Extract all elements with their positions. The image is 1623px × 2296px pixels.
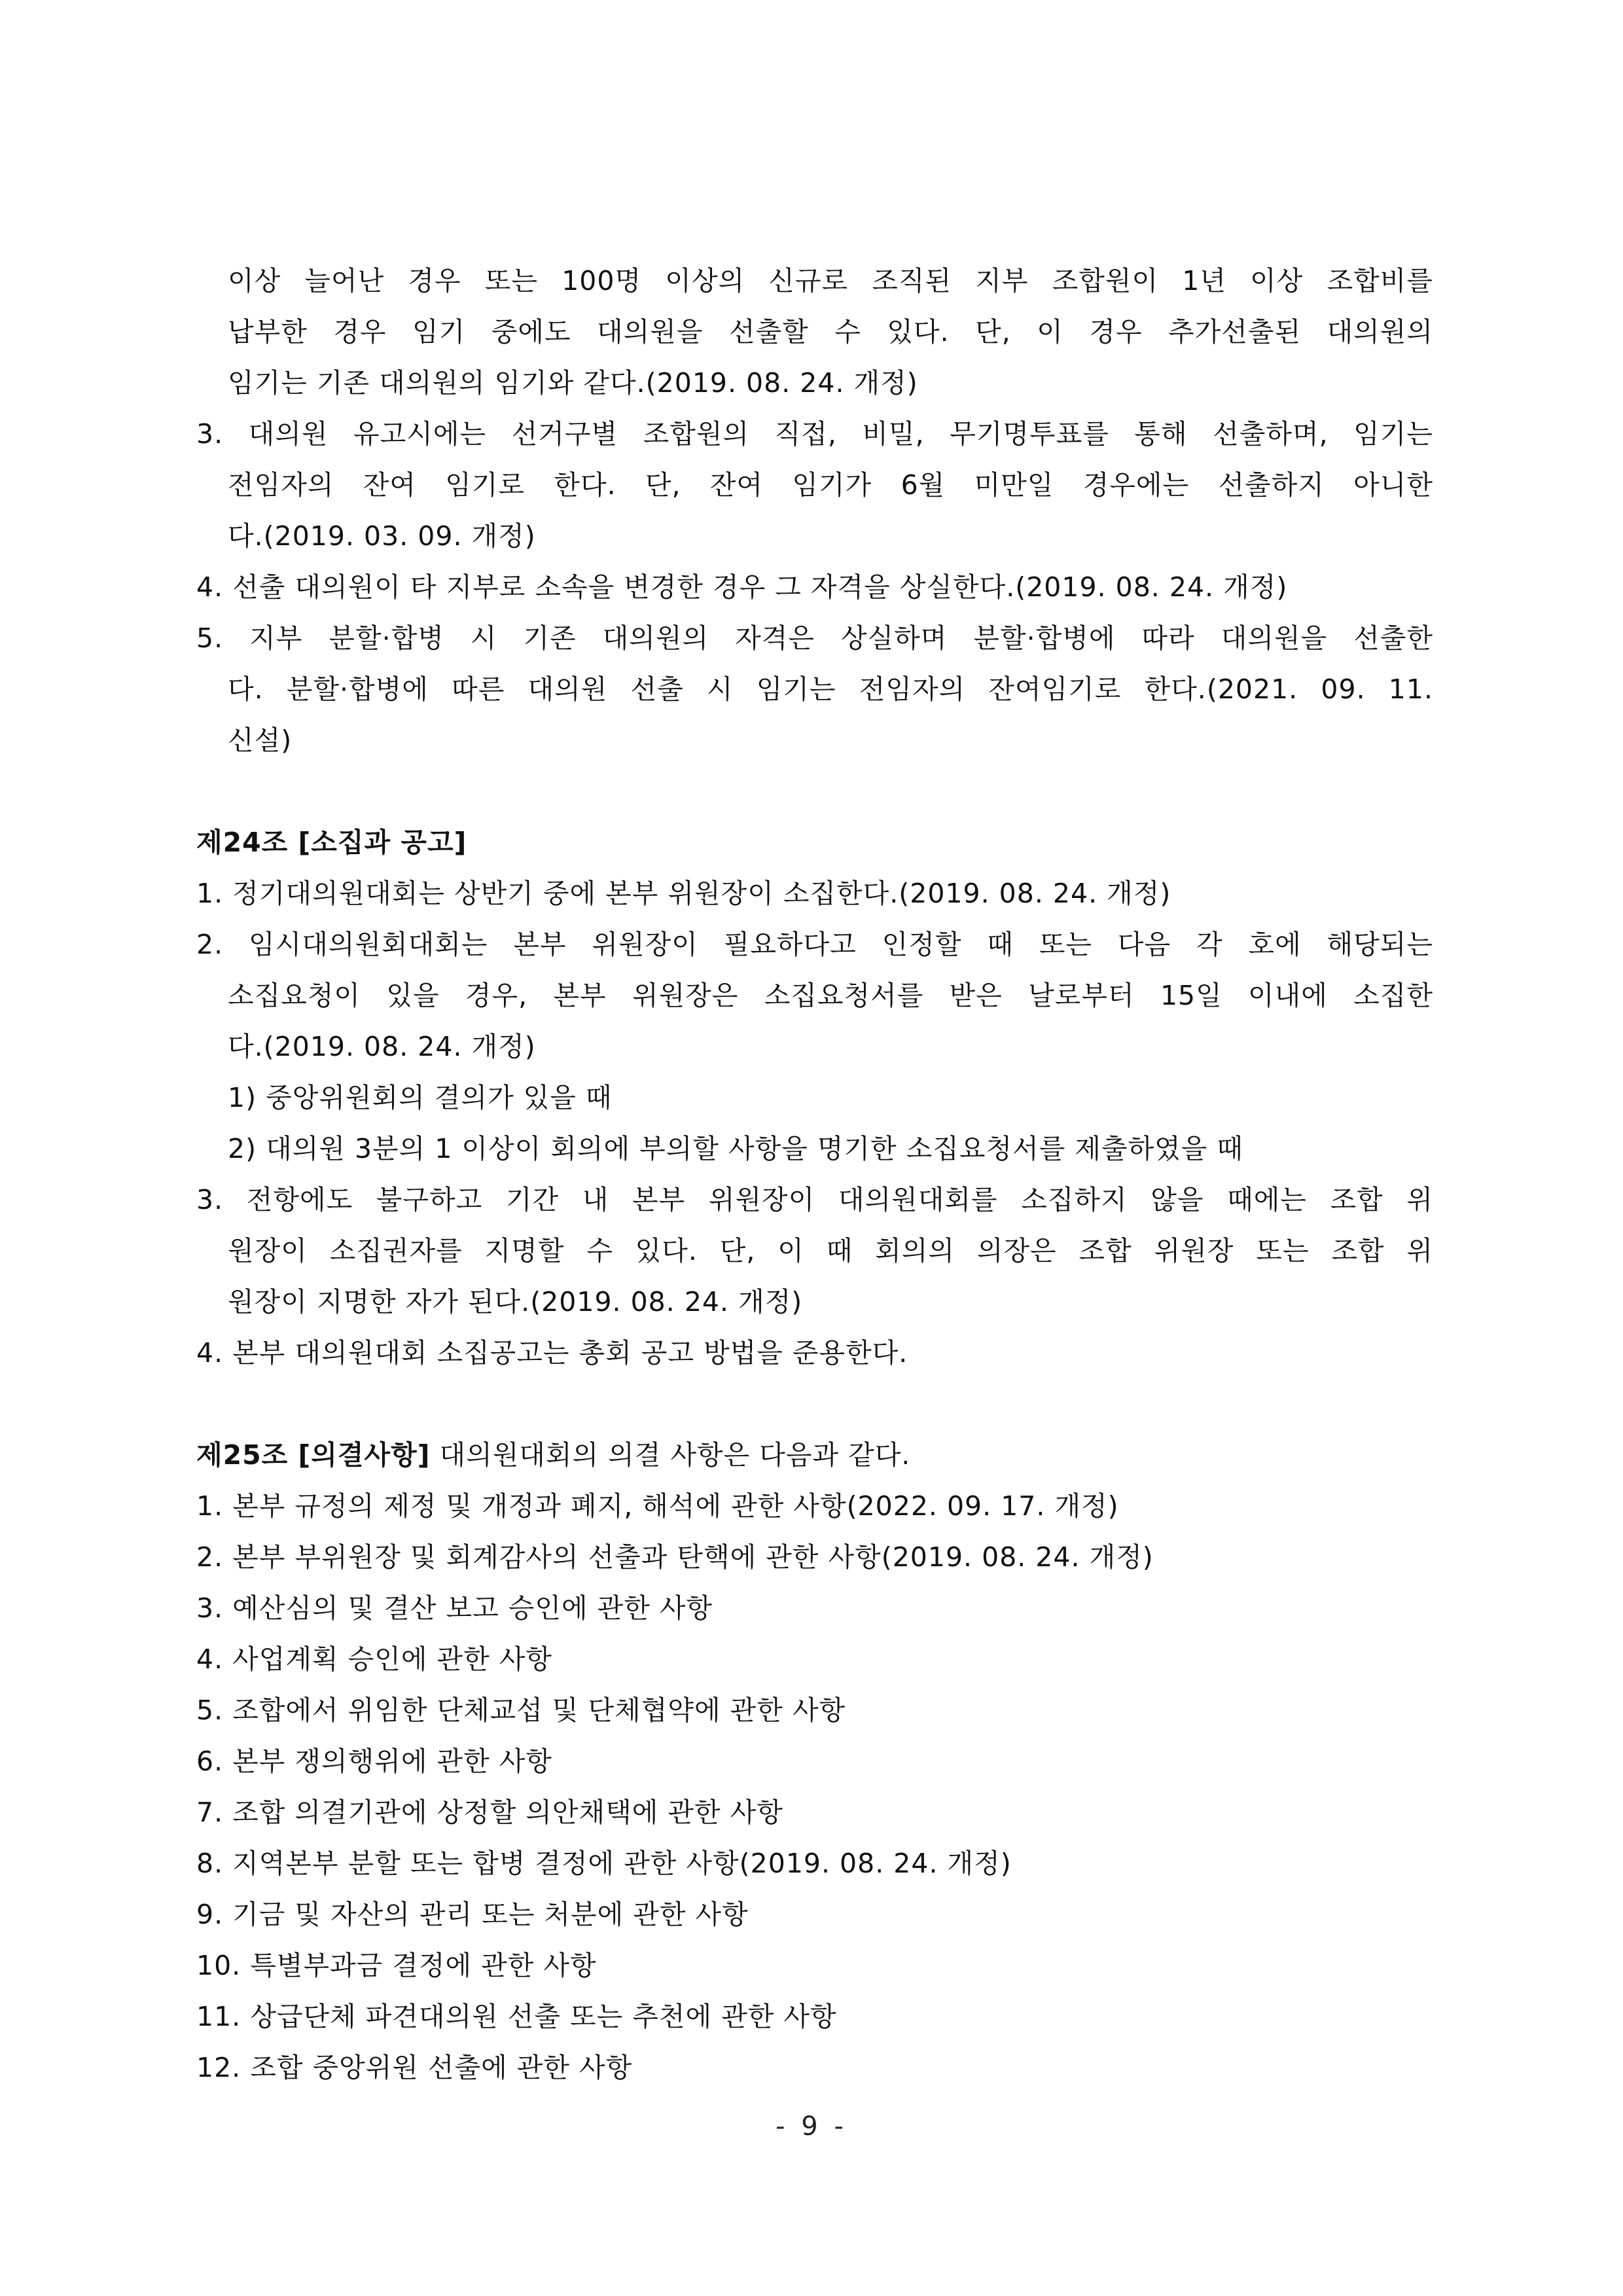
list-item: 4. 선출 대의원이 타 지부로 소속을 변경한 경우 그 자격을 상실한다.(2019. 08. 24. 개정) [196,571,1288,603]
spacer [196,766,1433,817]
list-item: 8. 지역본부 분할 또는 합병 결정에 관한 사항(2019. 08. 24. 개정) [196,1848,1012,1879]
list-item: 9. 기금 및 자산의 관리 또는 처분에 관한 사항 [196,1899,749,1930]
list-item: 2. 임시대의원회대회는 본부 위원장이 필요하다고 인정할 때 또는 다음 각 호에 해당되는 [196,929,1433,960]
sub-item: 1) 중앙위원회의 결의가 있을 때 [228,1082,613,1113]
list-item: 5. 조합에서 위임한 단체교섭 및 단체협약에 관한 사항 [196,1695,846,1726]
paragraph-line: 원장이 지명한 자가 된다.(2019. 08. 24. 개정) [228,1286,803,1318]
paragraph-line: 다.(2019. 08. 24. 개정) [228,1031,536,1062]
list-item: 7. 조합 의결기관에 상정할 의안채택에 관한 사항 [196,1797,783,1828]
article-25-heading [196,1429,1433,1480]
list-item: 12. 조합 중앙위원 선출에 관한 사항 [196,2052,633,2083]
paragraph-line: 납부한 경우 임기 중에도 대의원을 선출할 수 있다. 단, 이 경우 추가선출된 대의원의 [228,316,1433,348]
list-item: 6. 본부 쟁의행위에 관한 사항 [196,1746,552,1777]
paragraph-line: 전임자의 잔여 임기로 한다. 단, 잔여 임기가 6월 미만일 경우에는 선출하지 아니한 [228,469,1433,501]
paragraph-line: 신설) [228,725,293,756]
paragraph-line: 다.(2019. 03. 09. 개정) [228,520,536,552]
list-item: 1. 정기대의원대회는 상반기 중에 본부 위원장이 소집한다.(2019. 08. 24. 개정) [196,878,1171,909]
paragraph-line: 원장이 소집권자를 지명할 수 있다. 단, 이 때 회의의 의장은 조합 위원장 또는 조합 위 [228,1235,1433,1266]
paragraph-line: 소집요청이 있을 경우, 본부 위원장은 소집요청서를 받은 날로부터 15일 이내에 소집한 [228,980,1433,1011]
paragraph-line: 임기는 기존 대의원의 임기와 같다.(2019. 08. 24. 개정) [228,367,918,399]
list-item: 11. 상급단체 파견대의원 선출 또는 추천에 관한 사항 [196,2001,837,2032]
list-item: 4. 사업계획 승인에 관한 사항 [196,1643,552,1675]
paragraph-line: 다. 분할·합병에 따른 대의원 선출 시 임기는 전임자의 잔여임기로 한다.(2021. 09. 11. [228,673,1433,705]
spacer [196,1378,1433,1429]
list-item: 2. 본부 부위원장 및 회계감사의 선출과 탄핵에 관한 사항(2019. 08. 24. 개정) [196,1541,1154,1573]
article-25-title: 제25조 [의결사항] [196,1439,431,1471]
page-content [196,255,1433,2093]
list-item: 3. 전항에도 불구하고 기간 내 본부 위원장이 대의원대회를 소집하지 않을 때에는 조합 위 [196,1184,1433,1215]
article-24-title: 제24조 [소집과 공고] [196,827,467,858]
list-item: 5. 지부 분할·합병 시 기존 대의원의 자격은 상실하며 분할·합병에 따라 대의원을 선출한 [196,622,1433,654]
article-25-intro: 대의원대회의 의결 사항은 다음과 같다. [430,1439,911,1471]
page-number: - 9 - [776,2111,847,2142]
list-item: 1. 본부 규정의 제정 및 개정과 폐지, 해석에 관한 사항(2022. 09. 17. 개정) [196,1490,1119,1522]
list-item: 3. 예산심의 및 결산 보고 승인에 관한 사항 [196,1592,713,1624]
list-item: 4. 본부 대의원대회 소집공고는 총회 공고 방법을 준용한다. [196,1337,908,1369]
list-item: 10. 특별부과금 결정에 관한 사항 [196,1950,597,1981]
list-item: 3. 대의원 유고시에는 선거구별 조합원의 직접, 비밀, 무기명투표를 통해 선출하며, 임기는 [196,418,1433,450]
sub-item: 2) 대의원 3분의 1 이상이 회의에 부의할 사항을 명기한 소집요청서를 제출하였을 때 [228,1133,1244,1164]
paragraph-line: 이상 늘어난 경우 또는 100명 이상의 신규로 조직된 지부 조합원이 1년 이상 조합비를 [228,265,1433,296]
